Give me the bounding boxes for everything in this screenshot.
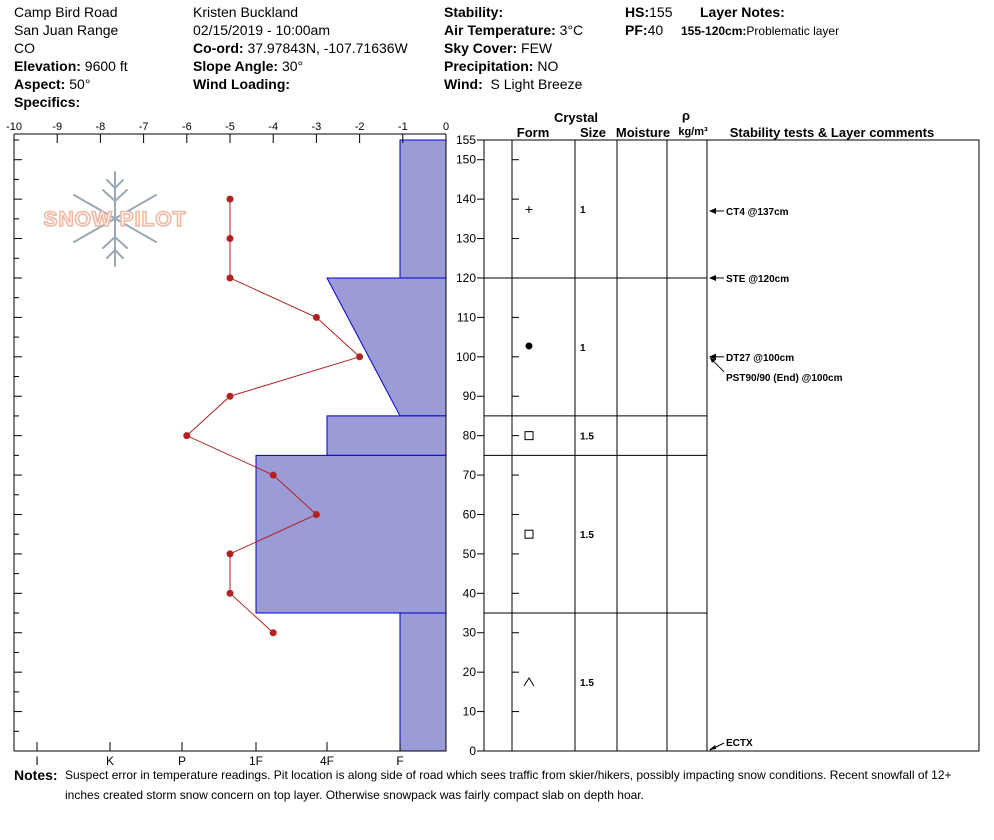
precip-label: Precipitation:	[444, 58, 534, 74]
temp-tick-label: -5	[225, 121, 235, 133]
header-density-unit: kg/m³	[678, 126, 708, 138]
temp-tick-label: 0	[442, 121, 450, 133]
depth-tick-label: 140	[455, 192, 476, 207]
hardness-layer-2	[327, 278, 446, 416]
depth-tick-label: 30	[462, 625, 476, 640]
header-comments: Stability tests & Layer comments	[729, 125, 935, 140]
form-faceted-icon	[525, 432, 533, 440]
form-faceted-icon	[525, 530, 533, 538]
hardness-layer-4	[256, 455, 446, 613]
pf-label: PF:	[625, 22, 648, 38]
depth-tick-label: 130	[455, 231, 476, 246]
header-moisture: Moisture	[615, 125, 671, 140]
temperature-point	[313, 314, 320, 321]
location-name: Camp Bird Road	[14, 4, 118, 20]
hs-value: 155	[649, 4, 673, 20]
notes-section	[14, 765, 974, 802]
hardness-tick-label: F	[396, 754, 404, 768]
temperature-point	[183, 432, 190, 439]
hardness-layer-3	[327, 416, 446, 455]
header-form: Form	[516, 125, 550, 140]
hardness-profile	[256, 140, 446, 751]
specifics-label: Specifics:	[14, 94, 81, 110]
depth-tick-label: 155	[455, 133, 476, 147]
coord-value: 37.97843N, -107.71636W	[247, 40, 408, 56]
stability-test-label: STE @120cm	[726, 273, 790, 285]
sky-value: FEW	[521, 40, 553, 56]
elevation-label: Elevation:	[14, 58, 81, 74]
temperature-point	[227, 393, 234, 400]
depth-tick-label: 70	[462, 468, 476, 483]
form-rounded-grains-icon	[526, 342, 533, 349]
layer-size: 1	[580, 204, 586, 216]
air-temp-label: Air Temperature:	[444, 22, 556, 38]
depth-tick-label: 120	[455, 270, 476, 285]
observer-name: Kristen Buckland	[193, 4, 299, 20]
temp-tick-label: -10	[6, 121, 22, 133]
depth-tick-label: 110	[456, 310, 476, 325]
stability-arrowhead	[709, 275, 716, 281]
stability-label: Stability:	[444, 4, 504, 20]
slope-value: 30°	[281, 58, 304, 74]
temperature-point	[313, 511, 320, 518]
state-name: CO	[14, 40, 35, 56]
layer-notes-label: Layer Notes:	[700, 4, 785, 20]
hs-label: HS:	[625, 4, 650, 20]
depth-tick-label: 80	[462, 428, 476, 443]
stability-test-label: DT27 @100cm	[726, 352, 795, 364]
temp-tick-label: -9	[52, 121, 63, 133]
coord-label: Co-ord:	[193, 40, 244, 56]
depth-tick-label: 150	[455, 152, 476, 167]
layer-note-text: Problematic layer	[746, 24, 840, 38]
notes-label: Notes:	[14, 767, 58, 783]
table-frame	[484, 140, 979, 751]
stability-test-label: ECTX	[726, 738, 753, 749]
aspect-value: 50°	[69, 76, 91, 92]
temperature-point	[270, 629, 277, 636]
snowpilot-logo	[44, 172, 187, 266]
header-size: Size	[579, 125, 607, 140]
stability-test-label: CT4 @137cm	[726, 206, 789, 218]
temp-tick-label: -6	[181, 121, 192, 133]
depth-tick-label: 100	[455, 349, 476, 364]
depth-tick-label: 90	[462, 389, 476, 404]
temp-tick-label: -8	[95, 121, 106, 133]
depth-tick-label: 0	[469, 744, 476, 758]
temperature-point	[227, 235, 234, 242]
stability-arrowhead	[709, 208, 716, 214]
temp-tick-label: -4	[268, 121, 279, 133]
depth-tick-label: 40	[462, 586, 476, 601]
observation-datetime: 02/15/2019 - 10:00am	[193, 22, 330, 38]
layer-note-range: 155-120cm:	[681, 24, 747, 38]
precip-value: NO	[537, 58, 559, 74]
temperature-point	[227, 590, 234, 597]
temp-tick-label: -2	[354, 121, 365, 133]
layer-size: 1.5	[580, 530, 594, 542]
temperature-point	[270, 472, 277, 479]
layer-size: 1.5	[580, 431, 594, 443]
wind-value: S Light Breeze	[490, 76, 583, 92]
form-precip-icon: +	[524, 200, 534, 217]
depth-tick-label: 20	[462, 665, 476, 680]
depth-tick-label: 60	[462, 507, 476, 522]
temp-tick-label: -3	[311, 121, 322, 133]
slope-label: Slope Angle:	[193, 58, 279, 74]
header-crystal: Crystal	[553, 110, 599, 125]
hardness-tick-label: P	[177, 754, 187, 768]
layer-size: 1.5	[580, 678, 594, 690]
sky-label: Sky Cover:	[444, 40, 518, 56]
temperature-point	[227, 274, 234, 281]
hardness-tick-label: K	[105, 754, 115, 768]
range-name: San Juan Range	[14, 22, 119, 38]
form-depth-hoar-icon	[524, 678, 534, 686]
header-rho: ρ	[681, 108, 691, 123]
layer-table	[484, 108, 979, 751]
wind-loading-label: Wind Loading:	[193, 76, 291, 92]
stability-arrowhead	[709, 745, 716, 750]
hardness-tick-label: I	[35, 754, 39, 768]
temperature-point	[356, 353, 363, 360]
stability-test-label: PST90/90 (End) @100cm	[726, 372, 843, 384]
logo-text: SNOW PILOT	[43, 208, 187, 231]
hardness-tick-label: 4F	[319, 754, 335, 768]
temperature-point	[227, 196, 234, 203]
aspect-label: Aspect:	[14, 76, 66, 92]
temp-tick-label: -1	[397, 121, 408, 133]
hardness-tick-label: 1F	[248, 754, 264, 768]
hardness-layer-1	[400, 140, 446, 278]
notes-text: Suspect error in temperature readings. Pit location is along side of road which sees traffic from skier/hikers, possibly impacting snow conditions. Recent snowfall of 12+ inches created storm snow concern on top layer. Otherwise snowpack was fairly compact slab on depth hoar.	[65, 768, 952, 802]
depth-tick-label: 50	[462, 546, 476, 561]
depth-tick-label: 10	[462, 704, 476, 719]
elevation-value: 9600 ft	[84, 58, 128, 74]
wind-label: Wind:	[444, 76, 483, 92]
hardness-layer-5	[400, 613, 446, 751]
layer-size: 1	[580, 342, 586, 354]
temp-tick-label: -7	[138, 121, 149, 133]
air-temp-value: 3°C	[559, 22, 584, 38]
temperature-point	[227, 550, 234, 557]
pf-value: 40	[647, 22, 664, 38]
